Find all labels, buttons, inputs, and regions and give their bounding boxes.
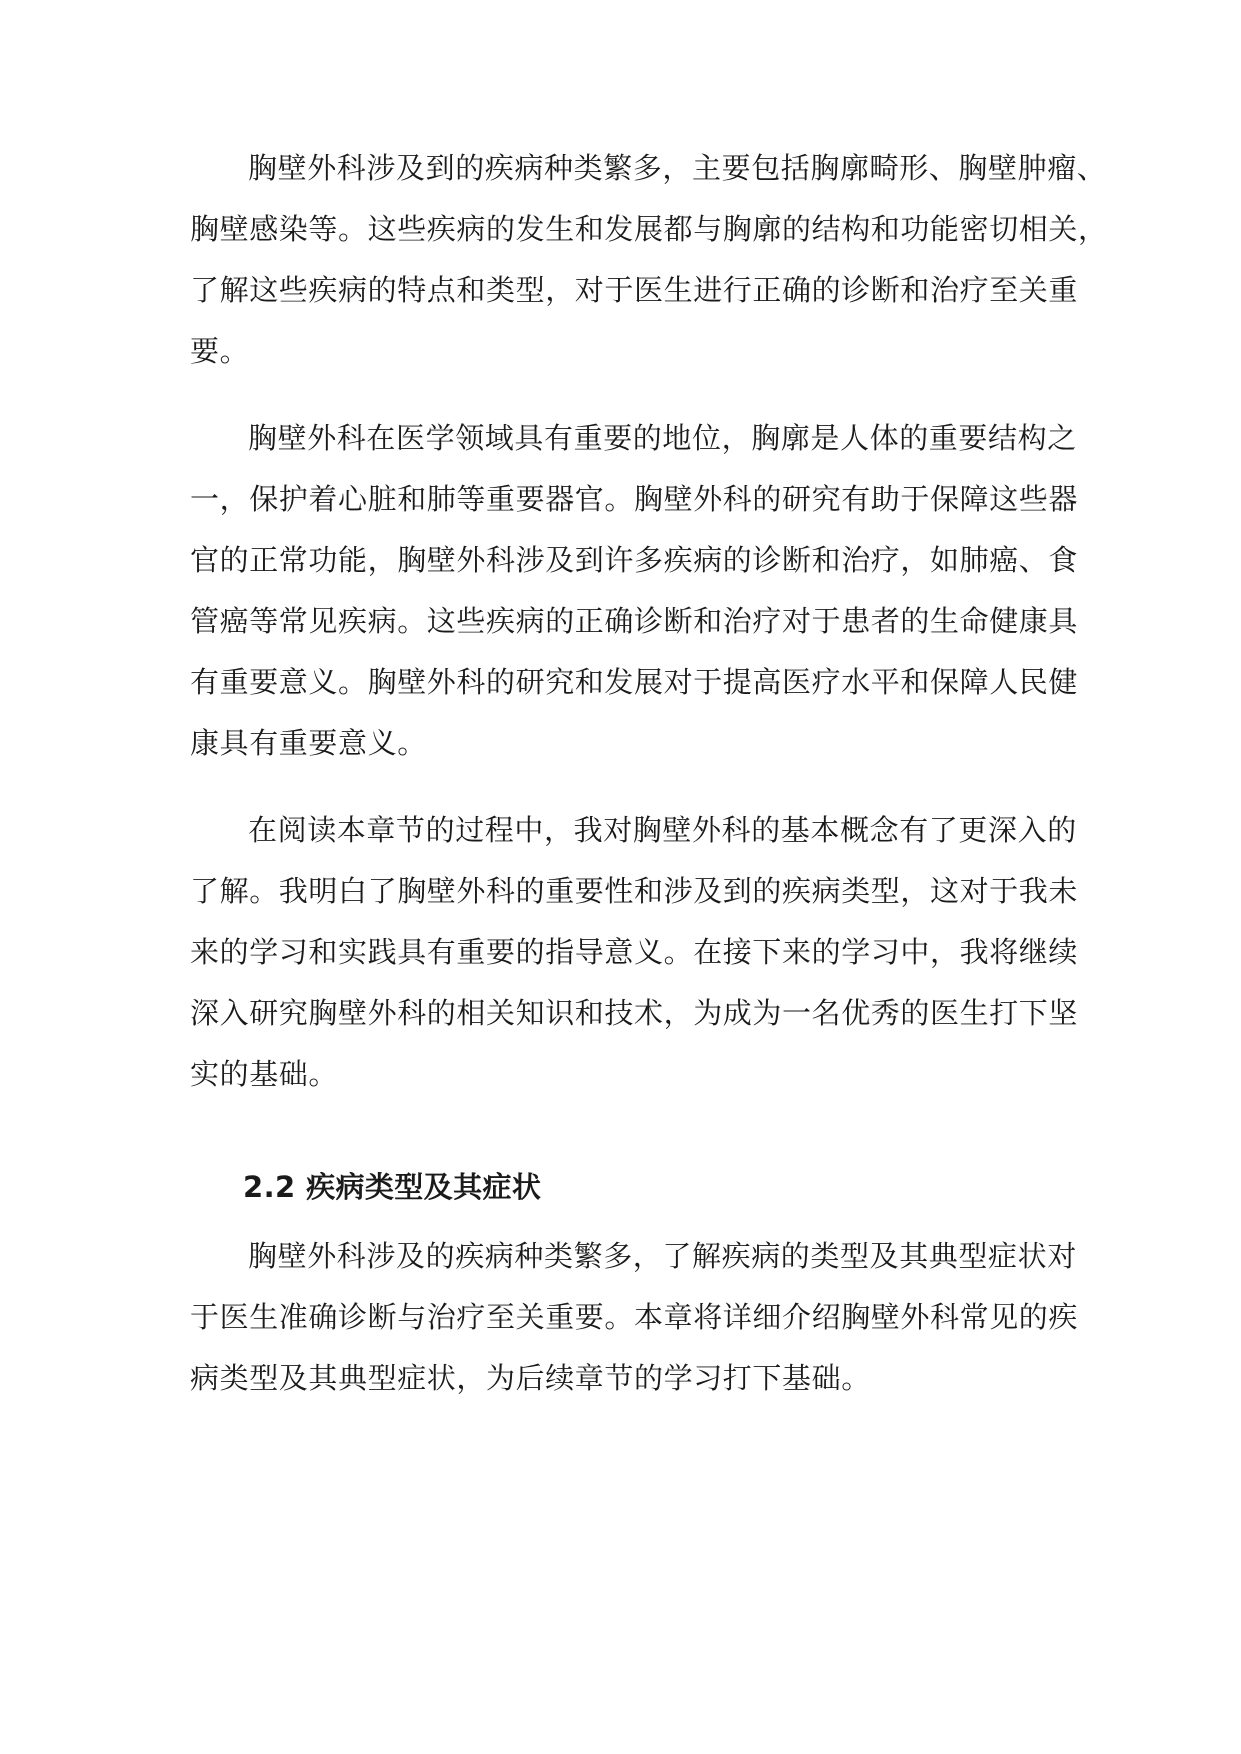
paragraph-3 [190, 800, 1079, 1105]
text-line: 病类型及其典型症状，为后续章节的学习打下基础。 [190, 1361, 871, 1395]
text-line: 要。 [190, 334, 250, 368]
text-line: 胸壁感染等。这些疾病的发生和发展都与胸廓的结构和功能密切相关， [190, 212, 1108, 246]
section-heading: 2.2 疾病类型及其症状 [243, 1170, 542, 1204]
text-line: 胸壁外科在医学领域具有重要的地位，胸廓是人体的重要结构之 [248, 421, 1077, 455]
text-line: 官的正常功能，胸壁外科涉及到许多疾病的诊断和治疗，如肺癌、食 [190, 543, 1079, 577]
text-line: 在阅读本章节的过程中，我对胸壁外科的基本概念有了更深入的 [248, 813, 1077, 847]
text-line: 管癌等常见疾病。这些疾病的正确诊断和治疗对于患者的生命健康具 [190, 604, 1079, 638]
text-line: 胸壁外科涉及到的疾病种类繁多，主要包括胸廓畸形、胸壁肿瘤、 [248, 151, 1107, 185]
paragraph-1 [190, 138, 1108, 382]
text-line: 一，保护着心脏和肺等重要器官。胸壁外科的研究有助于保障这些器 [190, 482, 1079, 516]
text-line: 胸壁外科涉及的疾病种类繁多，了解疾病的类型及其典型症状对 [248, 1239, 1077, 1273]
section-paragraph [190, 1226, 1079, 1409]
text-line: 来的学习和实践具有重要的指导意义。在接下来的学习中，我将继续 [190, 935, 1079, 969]
text-line: 康具有重要意义。 [190, 726, 427, 760]
document-page [190, 138, 1108, 1435]
text-line: 了解。我明白了胸壁外科的重要性和涉及到的疾病类型，这对于我未 [190, 874, 1079, 908]
text-line: 于医生准确诊断与治疗至关重要。本章将详细介绍胸壁外科常见的疾 [190, 1300, 1079, 1334]
text-line: 实的基础。 [190, 1057, 339, 1091]
paragraph-2 [190, 408, 1079, 774]
text-line: 深入研究胸壁外科的相关知识和技术，为成为一名优秀的医生打下坚 [190, 996, 1079, 1030]
text-line: 了解这些疾病的特点和类型，对于医生进行正确的诊断和治疗至关重 [190, 273, 1079, 307]
text-line: 有重要意义。胸壁外科的研究和发展对于提高医疗水平和保障人民健 [190, 665, 1079, 699]
